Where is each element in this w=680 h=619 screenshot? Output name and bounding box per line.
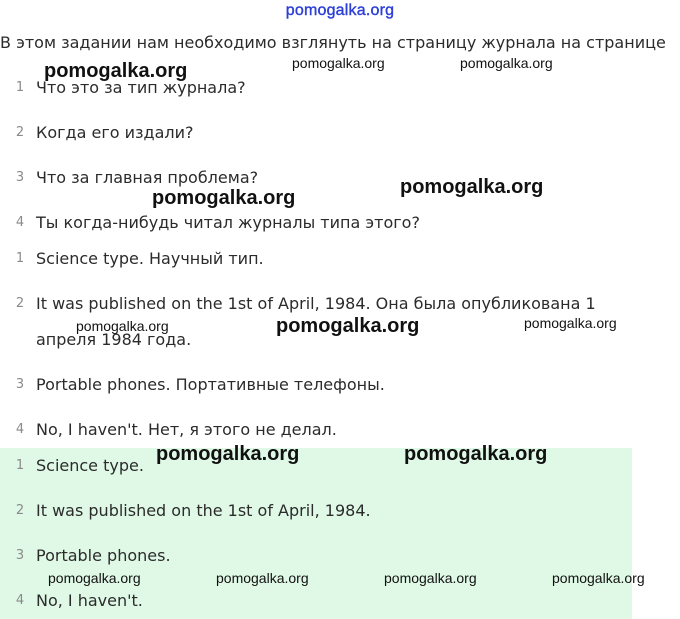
question-number: 1: [15, 80, 25, 95]
watermark: pomogalka.org: [460, 55, 553, 71]
watermark: pomogalka.org: [292, 55, 385, 71]
answer-text: Portable phones. Портативные телефоны.: [36, 375, 385, 394]
question-text: Когда его издали?: [36, 123, 194, 142]
watermark: pomogalka.org: [152, 187, 296, 209]
watermark: pomogalka.org: [276, 315, 420, 337]
answer-number: 1: [15, 458, 25, 473]
watermark: pomogalka.org: [384, 570, 477, 586]
watermark: pomogalka.org: [400, 176, 544, 198]
watermark: pomogalka.org: [76, 318, 169, 334]
intro-text: В этом задании нам необходимо взглянуть на страницу журнала на странице: [0, 33, 666, 52]
question-number: 3: [15, 170, 25, 185]
answer-text: No, I haven't. Нет, я этого не делал.: [36, 420, 337, 439]
watermark: pomogalka.org: [524, 315, 617, 331]
watermark: pomogalka.org: [216, 570, 309, 586]
question-number: 4: [15, 215, 25, 230]
answer-number: 4: [15, 422, 25, 437]
answer-number: 3: [15, 377, 25, 392]
answer-text: Science type.: [36, 456, 144, 475]
answer-text: Science type. Научный тип.: [36, 249, 264, 268]
answer-number: 1: [15, 251, 25, 266]
answer-text: No, I haven't.: [36, 591, 143, 610]
watermark: pomogalka.org: [44, 60, 188, 82]
answer-number: 3: [15, 548, 25, 563]
answer-text: It was published on the 1st of April, 1984.: [36, 501, 371, 520]
answer-number: 2: [15, 503, 25, 518]
answer-text: It was published on the 1st of April, 1984. Она была опубликована 1 апреля 1984 года.: [36, 294, 596, 349]
answer-number: 4: [15, 593, 25, 608]
answer-text: Portable phones.: [36, 546, 171, 565]
answer-number: 2: [15, 296, 25, 311]
watermark: pomogalka.org: [48, 570, 141, 586]
watermark: pomogalka.org: [404, 443, 548, 465]
question-text: Ты когда-нибудь читал журналы типа этого?: [36, 213, 420, 232]
watermark: pomogalka.org: [156, 443, 300, 465]
site-logo[interactable]: pomogalka.org: [285, 2, 395, 19]
question-number: 2: [15, 125, 25, 140]
question-text: Что это за тип журнала?: [36, 78, 246, 97]
question-text: Что за главная проблема?: [36, 168, 259, 187]
watermark: pomogalka.org: [552, 570, 645, 586]
